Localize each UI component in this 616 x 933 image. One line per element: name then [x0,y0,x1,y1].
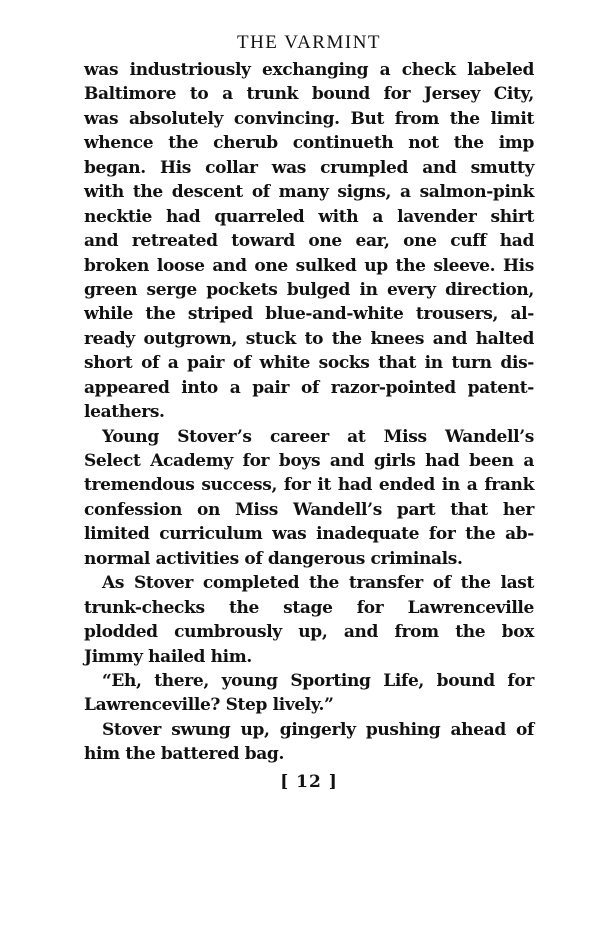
text-line: Stover swung up, gingerly pushing ahead of [102,719,534,740]
text-line: Select Academy for boys and girls had been a [84,451,534,471]
paragraph [84,425,534,572]
text-line: whence the cherub continueth not the imp [84,133,534,154]
text-line: green serge pockets bulged in every direction, [84,279,534,300]
text-line: leathers. [84,402,165,423]
text-line: short of a pair of white socks that in turn dis- [84,353,534,374]
text-line: Lawrenceville? Step lively.” [84,695,334,716]
text-line: and retreated toward one ear, one cuff had [84,231,534,252]
body-text [84,58,534,767]
text-line: plodded cumbrously up, and from the box [84,622,534,643]
text-line: confession on Miss Wandell’s part that her [84,499,534,520]
text-line: appeared into a pair of razor-pointed patent- [84,377,534,398]
text-line: limited curriculum was inadequate for the ab- [84,524,534,545]
paragraph [84,669,534,718]
text-line: As Stover completed the transfer of the last [102,573,534,594]
text-line: trunk-checks the stage for Lawrenceville [84,597,534,618]
paragraph [84,58,534,425]
text-line: Young Stover’s career at Miss Wandell’s [102,426,534,447]
text-line: was absolutely convincing. But from the limit [84,108,534,129]
text-line: Jimmy hailed him. [84,646,252,667]
text-line: Baltimore to a trunk bound for Jersey City, [84,84,534,105]
text-line: tremendous success, for it had ended in a frank [84,475,534,496]
text-line: broken loose and one sulked up the sleeve. His [84,255,534,276]
running-head: THE VARMINT [236,32,382,53]
text-line: necktie had quarreled with a lavender shirt [84,206,534,227]
text-line: was industriously exchanging a check labeled [84,60,534,80]
text-line: with the descent of many signs, a salmon-pink [84,182,534,203]
text-line: while the striped blue-and-white trousers, al- [84,304,534,325]
text-line: normal activities of dangerous criminals. [84,548,463,569]
text-line: him the battered bag. [84,744,285,765]
paragraph [84,571,534,669]
book-page [84,30,534,795]
text-line: began. His collar was crumpled and smutty [84,157,534,178]
page-number: [ 12 ] [280,771,338,792]
text-line: ready outgrown, stuck to the knees and halted [84,328,534,349]
text-line: “Eh, there, young Sporting Life, bound for [102,670,534,691]
paragraph [84,718,534,767]
